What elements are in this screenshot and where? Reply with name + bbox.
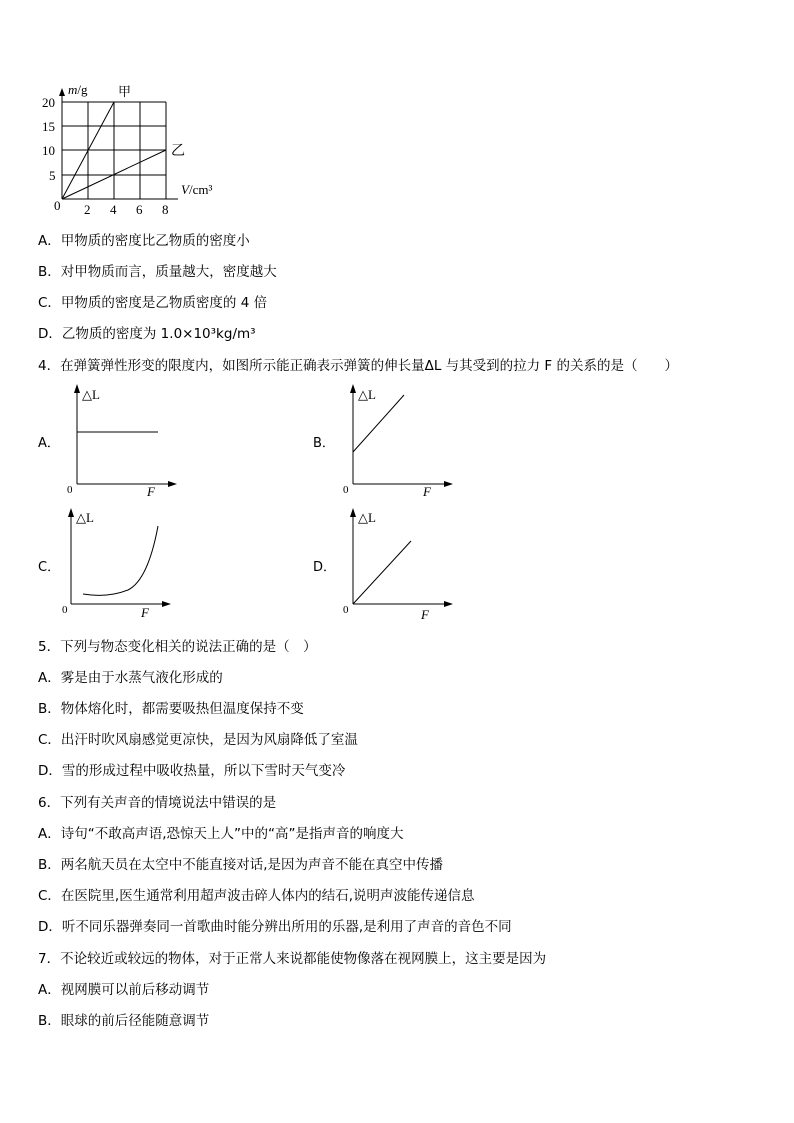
q6-option-c: C．在医院里,医生通常利用超声波击碎人体内的结石,说明声波能传递信息 — [38, 888, 475, 904]
graph-line — [353, 541, 411, 604]
q4-graph-c — [56, 502, 186, 626]
q6-option-b: B．两名航天员在太空中不能直接对话,是因为声音不能在真空中传播 — [38, 857, 444, 873]
q7-option-a: A．视网膜可以前后移动调节 — [38, 982, 210, 998]
origin-label: 0 — [343, 484, 349, 496]
x-label: F — [421, 607, 429, 622]
y-tick-10: 10 — [42, 143, 55, 158]
x-tick-8: 8 — [162, 202, 169, 217]
x-label: F — [423, 484, 431, 499]
q5-option-b: B．物体熔化时，都需要吸热但温度保持不变 — [38, 701, 304, 717]
origin-label: 0 — [54, 198, 61, 213]
q4-stem: 4．在弹簧弹性形变的限度内，如图所示能正确表示弹簧的伸长量ΔL 与其受到的拉力 F 的关系的是（ ） — [38, 358, 678, 374]
x-axis-label: V/cm³ — [181, 182, 213, 197]
q4-graph-d — [336, 502, 466, 626]
mass-volume-graph — [30, 80, 230, 220]
x-tick-2: 2 — [84, 202, 91, 217]
graph-line — [353, 395, 404, 452]
y-label: △L — [82, 387, 100, 402]
q4-option-b-letter: B． — [313, 436, 335, 451]
graph-curve — [83, 526, 158, 595]
series-jia-label: 甲 — [118, 84, 132, 99]
x-axis-arrow — [444, 481, 453, 487]
y-axis-arrow — [68, 508, 74, 517]
q4-option-d-letter: D． — [313, 560, 337, 575]
origin-label: 0 — [343, 604, 349, 616]
q7-option-b: B．眼球的前后径能随意调节 — [38, 1013, 210, 1029]
y-axis-arrow — [350, 384, 356, 393]
q3-option-d: D．乙物质的密度为 1.0×10³kg/m³ — [38, 326, 256, 342]
x-axis-arrow — [162, 601, 171, 607]
y-axis-label: m/g — [68, 82, 88, 97]
series-yi-label: 乙 — [171, 144, 185, 159]
origin-label: 0 — [62, 604, 68, 616]
y-tick-5: 5 — [49, 168, 56, 183]
x-tick-6: 6 — [136, 202, 143, 217]
x-axis-arrow — [168, 481, 177, 487]
q6-option-a: A．诗句“不敢高声语,恐惊天上人”中的“高”是指声音的响度大 — [38, 826, 404, 842]
q4-option-c-letter: C． — [38, 560, 61, 575]
q6-stem: 6．下列有关声音的情境说法中错误的是 — [38, 795, 277, 811]
y-label: △L — [358, 510, 376, 525]
x-label: F — [147, 484, 155, 499]
q5-option-d: D．雪的形成过程中吸收热量，所以下雪时天气变冷 — [38, 763, 346, 779]
x-tick-4: 4 — [110, 202, 117, 217]
q4-option-a-letter: A． — [38, 436, 60, 451]
q6-option-d: D．听不同乐器弹奏同一首歌曲时能分辨出所用的乐器,是利用了声音的音色不同 — [38, 919, 512, 935]
q5-stem: 5．下列与物态变化相关的说法正确的是（ ） — [38, 639, 317, 655]
graph-grid — [62, 102, 178, 199]
x-axis-arrow — [444, 601, 453, 607]
y-label: △L — [76, 510, 94, 525]
q4-graph-a — [60, 378, 190, 502]
y-axis-arrow — [74, 384, 80, 393]
q7-stem: 7．不论较近或较远的物体，对于正常人来说都能使物像落在视网膜上，这主要是因为 — [38, 951, 547, 967]
y-axis-arrow — [350, 508, 356, 517]
q5-option-c: C．出汗时吹风扇感觉更凉快，是因为风扇降低了室温 — [38, 732, 358, 748]
y-tick-15: 15 — [42, 119, 55, 134]
x-label: F — [141, 605, 149, 620]
y-label: △L — [358, 387, 376, 402]
q3-option-a: A．甲物质的密度比乙物质的密度小 — [38, 233, 250, 249]
q4-graph-b — [336, 378, 466, 502]
q3-option-c: C．甲物质的密度是乙物质密度的 4 倍 — [38, 295, 268, 311]
y-tick-20: 20 — [42, 95, 55, 110]
q3-option-b: B．对甲物质而言，质量越大，密度越大 — [38, 264, 277, 280]
origin-label: 0 — [67, 484, 73, 496]
y-axis-arrow — [59, 88, 65, 96]
q5-option-a: A．雾是由于水蒸气液化形成的 — [38, 670, 223, 686]
